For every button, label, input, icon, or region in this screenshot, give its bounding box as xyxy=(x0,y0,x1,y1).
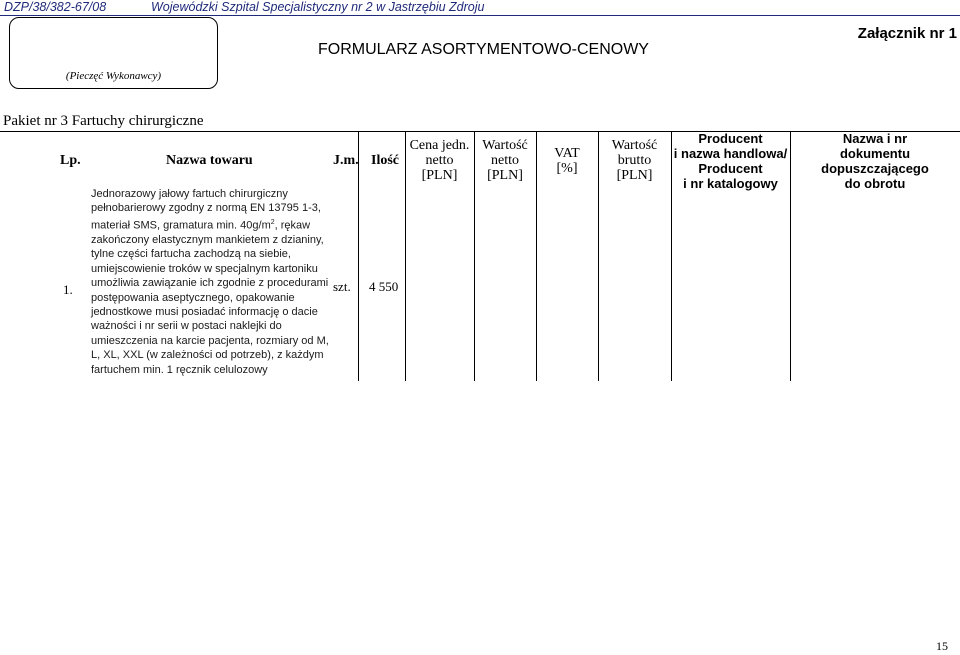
header-unit-price-line: netto xyxy=(425,153,454,168)
header-unit-price-line: Cena jedn. xyxy=(409,138,470,153)
row-description-text: , rękaw zakończony elastycznym mankietem z dzianiny, tylne części fartucha zachodzą na siebie, umiejscowienie troków w specjalnym kartoniku umożliwia zawiązanie ich zgodnie z procedurami postępowania aseptycznego, opakowanie jednostkowe musi posiadać informację o dacie ważności i nr serii w postaci naklejki do umieszczenia na karcie pacjenta, rozmiary od M, L, XL, XXL (w zależności od potrzeb), z każdym fartuchem min. 1 ręcznik celulozowy xyxy=(91,219,329,376)
stamp-label: (Pieczęć Wykonawcy) xyxy=(65,70,162,82)
row-qty: 4 550 xyxy=(369,279,399,294)
page-number: 15 xyxy=(936,639,948,653)
header-document-line: dokumentu xyxy=(839,146,911,161)
running-header xyxy=(0,0,960,15)
header-unit: J.m. xyxy=(333,153,359,168)
header-qty: Ilość xyxy=(371,153,399,168)
header-gross-value xyxy=(598,138,671,183)
header-document-line: do obrotu xyxy=(844,176,906,191)
header-gross-value-line: [PLN] xyxy=(616,168,653,183)
header-unit-price xyxy=(405,138,474,183)
form-title: FORMULARZ ASORTYMENTOWO-CENOWY xyxy=(318,41,649,58)
header-producer-line: i nr katalogowy xyxy=(683,176,778,191)
header-gross-value-line: Wartość xyxy=(611,138,658,153)
header-rule xyxy=(0,15,960,16)
col-divider-qty xyxy=(358,131,359,381)
package-title: Pakiet nr 3 Fartuchy chirurgiczne xyxy=(3,113,204,129)
header-producer-line: Producent xyxy=(698,131,763,146)
header-net-value-line: netto xyxy=(491,153,519,168)
header-unit-price-line: [PLN] xyxy=(421,168,458,183)
contractor-stamp-box xyxy=(9,17,218,89)
header-net-value-line: [PLN] xyxy=(487,168,523,183)
header-producer-line: Producent xyxy=(698,161,763,176)
row-lp: 1. xyxy=(63,282,73,297)
row-description-superscript: 2 xyxy=(270,218,275,226)
header-gross-value-line: brutto xyxy=(617,153,652,168)
header-document-line: Nazwa i nr xyxy=(842,131,908,146)
attachment-label: Załącznik nr 1 xyxy=(857,25,957,42)
header-name: Nazwa towaru xyxy=(166,153,253,168)
row-unit: szt. xyxy=(333,279,351,294)
header-net-value xyxy=(474,138,536,183)
header-vat-line: [%] xyxy=(556,161,578,176)
header-vat xyxy=(536,146,598,176)
header-document xyxy=(790,131,960,191)
header-vat-line: VAT xyxy=(554,146,580,161)
hospital-name: Wojewódzki Szpital Specjalistyczny nr 2 w Jastrzębiu Zdroju xyxy=(151,0,485,14)
header-producer-line: i nazwa handlowa/ xyxy=(673,146,788,161)
header-producer xyxy=(671,131,790,191)
doc-reference: DZP/38/382-67/08 xyxy=(4,0,107,14)
row-description xyxy=(91,187,331,377)
header-document-line: dopuszczającego xyxy=(821,161,929,176)
header-net-value-line: Wartość xyxy=(482,138,528,153)
header-lp: Lp. xyxy=(60,153,81,168)
row-description-text: Jednorazowy jałowy fartuch chirurgiczny pełnobarierowy zgodny z normą EN 13795 1-3, materiał SMS, gramatura min. 40g/m xyxy=(91,188,321,232)
